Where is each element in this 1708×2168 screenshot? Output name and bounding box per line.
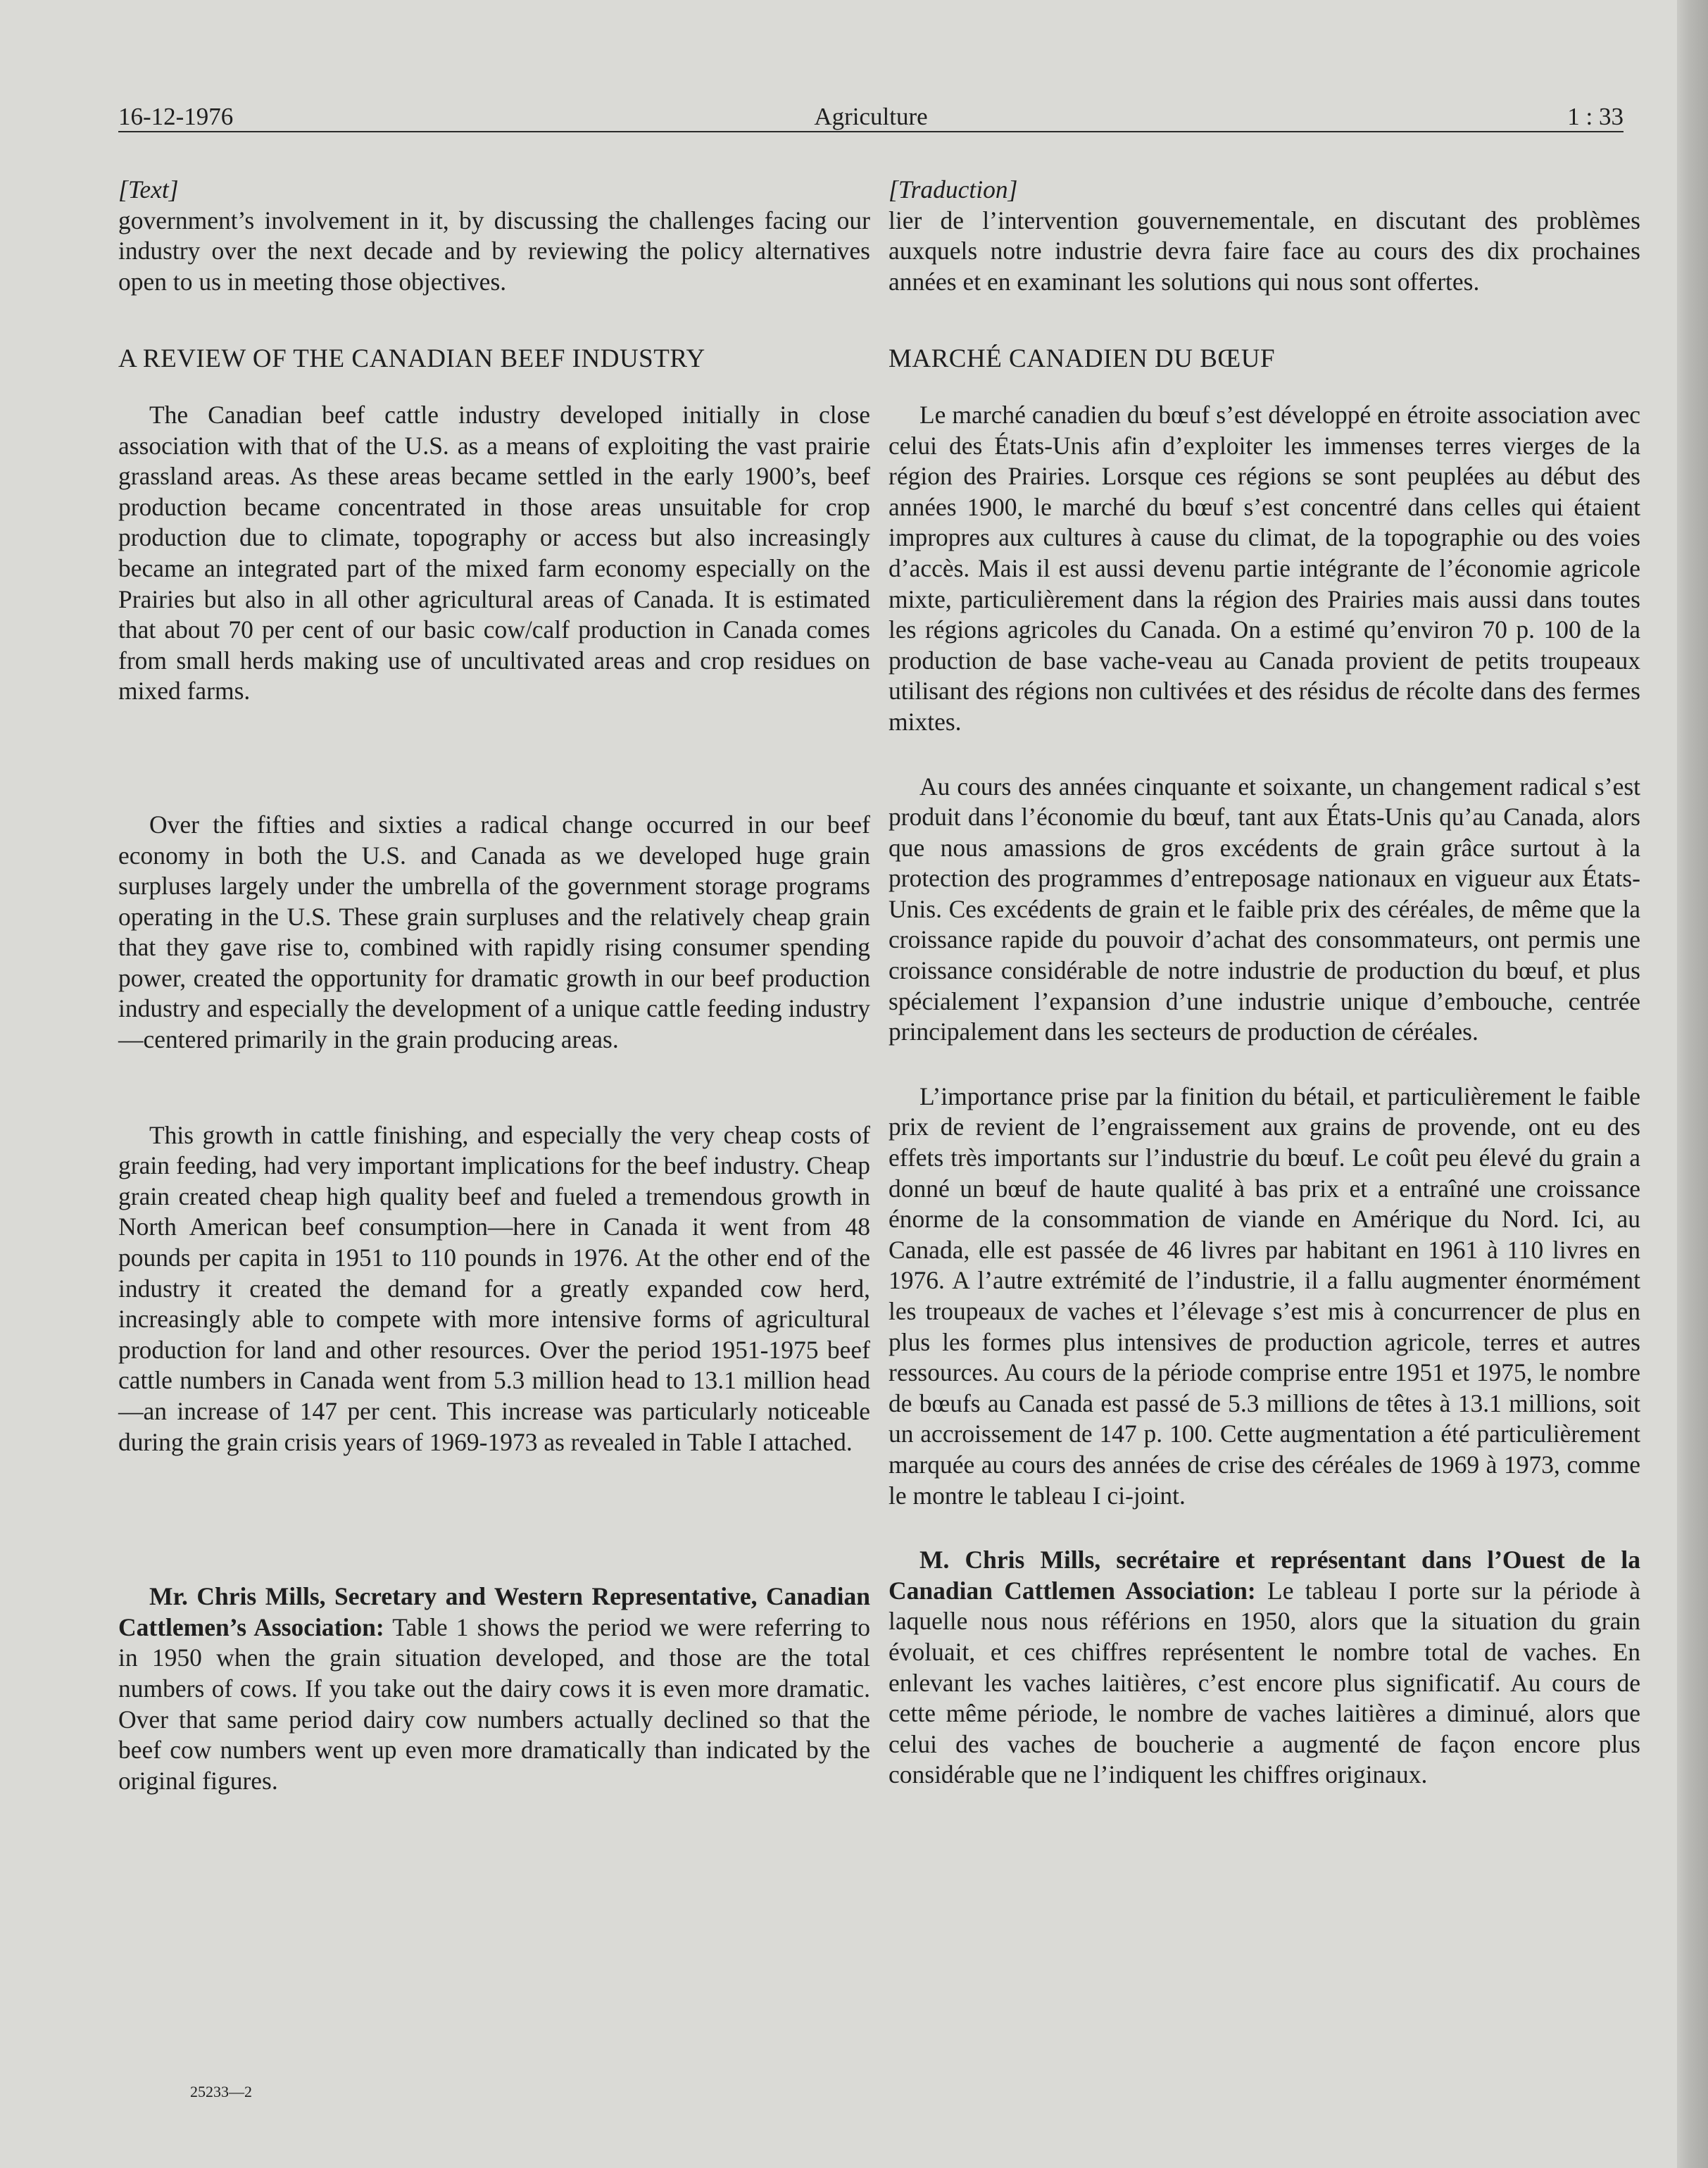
header-title: Agriculture <box>814 103 928 130</box>
left-paragraph-2: Over the fifties and sixties a radical change occurred in our beef economy in both the U.S. and Canada as we developed huge grain surpluses largely under the umbrella of the government storage programs operating in the U.S. These grain surpluses and the relatively cheap grain that they gave rise to, combined with rapidly rising consumer spending power, created the opportunity for dramatic growth in our beef production industry and especially the development of a unique cattle feeding industry—centered primarily in the grain producing areas. <box>118 810 870 1054</box>
left-section-heading: A REVIEW OF THE CANADIAN BEEF INDUSTRY <box>118 344 705 374</box>
right-speech: Le tableau I porte sur la période à laquelle nous nous référions en 1950, alors que la situation du grain évoluait, et ces chiffres représentent le nombre total de vaches. En enlevant les vaches laitières, c’est encore plus significatif. Au cours de cette même période, le nombre de vaches laitières a diminué, alors que celui des vaches de boucherie a augmenté de façon encore plus considérable que ne l’indiquent les chiffres originaux. <box>888 1576 1640 1789</box>
footer-code: 25233—2 <box>190 2083 252 2100</box>
left-speaker: Mr. Chris Mills, Secretary and Western Representative, Canadian Cattlemen’s Association: <box>118 1582 870 1641</box>
left-column-label: [Text] <box>118 175 179 203</box>
right-section-heading: MARCHÉ CANADIEN DU BŒUF <box>888 344 1276 374</box>
left-paragraph-1: The Canadian beef cattle industry developed initially in close association with that of the U.S. as a means of exploiting the vast prairie grassland areas. As these areas became settled in the early 1900’s, beef production became concentrated in those areas unsuitable for crop production due to climate, topography or access but also increasingly became an integrated part of the mixed farm economy especially on the Prairies but also in all other agricultural areas of Canada. It is estimated that about 70 per cent of our basic cow/calf production in Canada comes from small herds making use of uncultivated areas and crop residues on mixed farms. <box>118 400 870 706</box>
right-paragraph-4 <box>888 1545 1640 1791</box>
left-paragraph-3: This growth in cattle finishing, and especially the very cheap costs of grain feeding, had very important implications for the beef industry. Cheap grain created cheap high quality beef and fueled a tremendous growth in North American beef consumption—here in Canada it went from 48 pounds per capita in 1951 to 110 pounds in 1976. At the other end of the industry it created the demand for a greatly expanded cow herd, increasingly able to compete with more intensive forms of agricultural production for land and other resources. Over the period 1951-1975 beef cattle numbers in Canada went from 5.3 million head to 13.1 million head—an increase of 147 per cent. This increase was particularly noticeable during the grain crisis years of 1969-1973 as revealed in Table I attached. <box>118 1120 870 1456</box>
header-rule <box>118 131 1624 132</box>
header-date: 16-12-1976 <box>118 103 234 130</box>
binding-shadow <box>1677 0 1708 2168</box>
right-paragraph-1: Le marché canadien du bœuf s’est développé en étroite association avec celui des États-Unis afin d’exploiter les immenses terres vierges de la région des Prairies. Lorsque ces régions se sont peuplées au début des années 1900, le marché du bœuf s’est concentré dans celles qui étaient impropres aux cultures à cause du climat, de la topographie ou des voies d’accès. Mais il est aussi devenu partie intégrante de l’économie agricole mixte, particulièrement dans la région des Prairies mais aussi dans toutes les régions agricoles du Canada. On a estimé qu’environ 70 p. 100 de la production de base vache-veau au Canada provient de petits troupeaux utilisant des régions non cultivées et des résidus de récolte dans des fermes mixtes. <box>888 400 1640 736</box>
left-speech: Table 1 shows the period we were referring to in 1950 when the grain situation developed, and those are the total numbers of cows. If you take out the dairy cows it is even more dramatic. Over that same period dairy cow numbers actually declined so that the beef cow numbers went up even more dramatically than indicated by the original figures. <box>118 1612 870 1795</box>
right-column <box>888 175 1640 1824</box>
header-page-number: 1 : 33 <box>1567 103 1624 130</box>
right-column-label: [Traduction] <box>888 175 1018 203</box>
left-paragraph-4 <box>118 1581 870 1796</box>
left-paragraph-0: government’s involvement in it, by discussing the challenges facing our industry over the next decade and by reviewing the policy alternatives open to us in meeting those objectives. <box>118 206 870 296</box>
right-speaker: M. Chris Mills, secrétaire et représentant dans l’Ouest de la Canadian Cattlemen Association: <box>888 1546 1640 1605</box>
left-column <box>118 175 870 1830</box>
right-paragraph-0: lier de l’intervention gouvernementale, en discutant des problèmes auxquels notre industrie devra faire face au cours des dix prochaines années et en examinant les solutions qui nous sont offertes. <box>888 206 1640 296</box>
right-paragraph-2: Au cours des années cinquante et soixante, un changement radical s’est produit dans l’économie du bœuf, tant aux États-Unis qu’au Canada, alors que nous amassions de gros excédents de grain grâce surtout à la protection des programmes d’entreposage nationaux en vigueur aux États-Unis. Ces excédents de grain et le faible prix des céréales, de même que la croissance rapide du pouvoir d’achat des consommateurs, ont permis une croissance considérable de notre industrie de production du bœuf, et plus spécialement l’expansion d’une industrie unique d’embouche, centrée principalement dans les secteurs de production de céréales. <box>888 772 1640 1046</box>
right-paragraph-3: L’importance prise par la finition du bétail, et particulièrement le faible prix de revient de l’engraissement aux grains de provende, ont eu des effets très importants sur l’industrie du bœuf. Le coût peu élevé du grain a donné un bœuf de haute qualité à bas prix et a entraîné une croissance énorme de la consommation de viande en Amérique du Nord. Ici, au Canada, elle est passée de 46 livres par habitant en 1961 à 110 livres en 1976. A l’autre extrémité de l’industrie, il a fallu augmenter énormément les troupeaux de vaches et l’élevage s’est mis à concurrencer de plus en plus les formes plus intensives de production agricole, terres et autres ressources. Au cours de la période comprise entre 1951 et 1975, le nombre de bœufs au Canada est passé de 5.3 millions de têtes à 13.1 millions, soit un accroissement de 147 p. 100. Cette augmentation a été particulièrement marquée au cours des années de crise des céréales de 1969 à 1973, comme le montre le tableau I ci-joint. <box>888 1082 1640 1510</box>
